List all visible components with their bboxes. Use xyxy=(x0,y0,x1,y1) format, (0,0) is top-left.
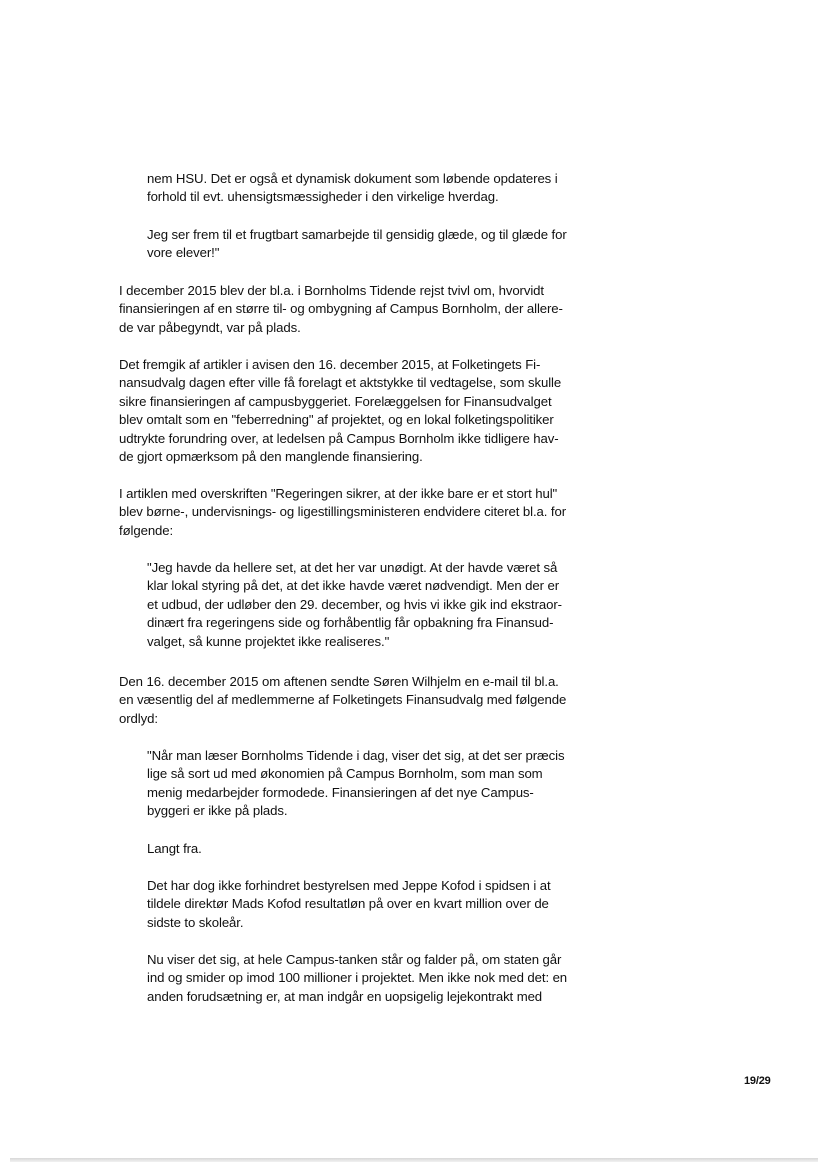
paragraph-email-quote-3 xyxy=(147,877,551,932)
text-line: I december 2015 blev der bl.a. i Bornholms Tidende rejst tvivl om, hvorvidt xyxy=(119,283,544,298)
text-line: forhold til evt. uhensigtsmæssigheder i den virkelige hverdag. xyxy=(147,189,499,205)
text-line: Den 16. december 2015 om aftenen sendte Søren Wilhjelm en e-mail til bl.a. xyxy=(119,674,559,689)
text-line: nansudvalg dagen efter ville få forelagt et aktstykke til vedtagelse, som skulle xyxy=(119,375,562,391)
paragraph-december-2015 xyxy=(119,282,563,337)
text-line: dinært fra regeringens side og forhåbentlig får opbakning fra Finansud- xyxy=(147,615,554,631)
text-line: en væsentlig del af medlemmerne af Folketingets Finansudvalg med følgende xyxy=(119,692,567,708)
text-line: følgende: xyxy=(119,522,174,538)
text-line: menig medarbejder formodede. Finansieringen af det nye Campus- xyxy=(147,784,534,800)
text-line: lige så sort ud med økonomien på Campus Bornholm, som man som xyxy=(147,766,543,782)
text-line: Det har dog ikke forhindret bestyrelsen med Jeppe Kofod i spidsen i at xyxy=(147,878,551,893)
text-line: "Når man læser Bornholms Tidende i dag, viser det sig, at det ser præcis xyxy=(147,748,565,763)
text-line: de var påbegyndt, var på plads. xyxy=(119,319,301,335)
text-line: et udbud, der udløber den 29. december, og hvis vi ikke gik ind ekstraor- xyxy=(147,596,562,612)
text-line: udtrykte forundring over, at ledelsen på Campus Bornholm ikke tidligere hav- xyxy=(119,430,559,446)
text-line: ordlyd: xyxy=(119,710,158,726)
paragraph-quote-closing xyxy=(147,226,567,263)
text-line: finansieringen af en større til- og ombygning af Campus Bornholm, der allere- xyxy=(119,301,563,317)
text-line: nem HSU. Det er også et dynamisk dokument som løbende opdateres i xyxy=(147,171,558,186)
paragraph-articles-16-december xyxy=(119,356,561,466)
text-line: Jeg ser frem til et frugtbart samarbejde til gensidig glæde, og til glæde for xyxy=(147,227,567,242)
text-line: blev børne-, undervisnings- og ligestillingsministeren endvidere citeret bl.a. for xyxy=(119,504,566,520)
page-number: 19/29 xyxy=(744,1075,771,1087)
text-line: Det fremgik af artikler i avisen den 16. december 2015, at Folketingets Fi- xyxy=(119,357,541,372)
text-line: tildele direktør Mads Kofod resultatløn på over en kvart million over de xyxy=(147,896,549,912)
text-line: byggeri er ikke på plads. xyxy=(147,803,288,819)
paragraph-minister-quote xyxy=(147,559,562,651)
paragraph-email-intro xyxy=(119,673,566,728)
paragraph-email-quote-1 xyxy=(147,747,564,821)
text-line: klar lokal styring på det, at det ikke havde været nødvendigt. Men der er xyxy=(147,578,559,594)
paragraph-article-headline xyxy=(119,485,566,540)
text-line: valget, så kunne projektet ikke realiseres." xyxy=(147,633,390,649)
paragraph-quote-intro-end xyxy=(147,170,558,207)
text-line: I artiklen med overskriften "Regeringen sikrer, at der ikke bare er et stort hul" xyxy=(119,486,558,501)
scan-edge-divider xyxy=(10,1158,818,1162)
text-line: ind og smider op imod 100 millioner i projektet. Men ikke nok med det: en xyxy=(147,970,568,986)
text-line: "Jeg havde da hellere set, at det her var unødigt. At der havde været så xyxy=(147,560,558,575)
paragraph-email-quote-2 xyxy=(147,840,202,858)
text-line: sidste to skoleår. xyxy=(147,914,244,930)
paragraph-email-quote-4 xyxy=(147,951,567,1006)
text-line: blev omtalt som en "feberredning" af projektet, og en lokal folketingspolitiker xyxy=(119,412,554,428)
text-line: vore elever!" xyxy=(147,245,220,261)
text-line: anden forudsætning er, at man indgår en uopsigelig lejekontrakt med xyxy=(147,988,543,1004)
text-line: sikre finansieringen af campusbyggeriet. Forelæggelsen for Finansudvalget xyxy=(119,393,552,409)
text-line: Langt fra. xyxy=(147,841,202,856)
text-line: de gjort opmærksom på den manglende finansiering. xyxy=(119,449,423,465)
text-line: Nu viser det sig, at hele Campus-tanken står og falder på, om staten går xyxy=(147,952,562,967)
